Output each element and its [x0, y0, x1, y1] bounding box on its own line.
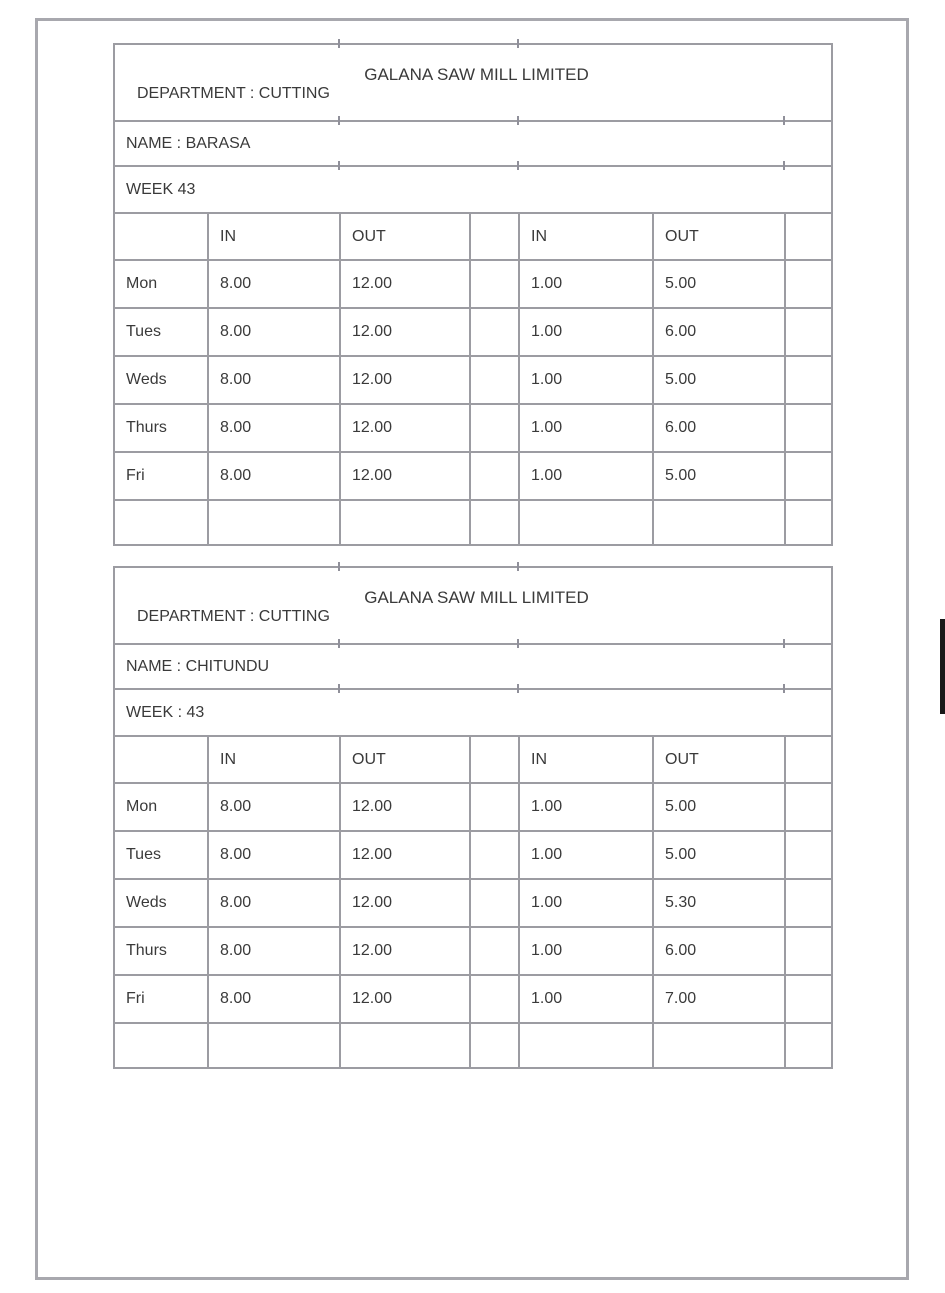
grid-tick — [517, 639, 519, 648]
time-cell: 5.00 — [653, 260, 785, 308]
table-row — [114, 975, 832, 1023]
time-cell: 12.00 — [340, 879, 470, 927]
column-header — [785, 213, 832, 260]
day-cell: Thurs — [114, 404, 208, 452]
title-row — [114, 44, 832, 121]
grid-tick — [517, 39, 519, 48]
time-cell — [785, 308, 832, 356]
time-cell: 7.00 — [653, 975, 785, 1023]
time-cell — [470, 404, 519, 452]
column-header-row — [114, 213, 832, 260]
time-cell — [785, 452, 832, 500]
time-cell — [785, 927, 832, 975]
time-cell: 8.00 — [208, 975, 340, 1023]
time-cell — [470, 975, 519, 1023]
table-row — [114, 1023, 832, 1068]
time-cell — [785, 1023, 832, 1068]
column-header — [114, 736, 208, 783]
time-cell — [470, 879, 519, 927]
time-cell — [470, 783, 519, 831]
time-cell — [785, 404, 832, 452]
day-cell: Tues — [114, 831, 208, 879]
day-cell: Tues — [114, 308, 208, 356]
timesheet-chitundu — [113, 566, 831, 1069]
column-header: OUT — [340, 736, 470, 783]
company-title: GALANA SAW MILL LIMITED — [364, 64, 589, 84]
time-cell: 8.00 — [208, 879, 340, 927]
time-cell — [340, 500, 470, 545]
time-cell: 6.00 — [653, 927, 785, 975]
day-cell — [114, 1023, 208, 1068]
name-row — [114, 121, 832, 166]
table-row — [114, 356, 832, 404]
time-cell: 1.00 — [519, 975, 653, 1023]
time-cell — [208, 1023, 340, 1068]
day-cell: Fri — [114, 975, 208, 1023]
time-cell: 1.00 — [519, 831, 653, 879]
column-header: IN — [519, 736, 653, 783]
table-row — [114, 879, 832, 927]
time-cell: 12.00 — [340, 452, 470, 500]
table-row — [114, 500, 832, 545]
time-cell: 5.00 — [653, 783, 785, 831]
time-cell: 1.00 — [519, 879, 653, 927]
grid-tick — [783, 161, 785, 170]
time-cell: 12.00 — [340, 404, 470, 452]
table-row — [114, 927, 832, 975]
timesheet-barasa — [113, 43, 831, 546]
grid-tick — [517, 684, 519, 693]
week-label: WEEK 43 — [114, 166, 832, 213]
day-cell: Weds — [114, 356, 208, 404]
week-label: WEEK : 43 — [114, 689, 832, 736]
table-row — [114, 308, 832, 356]
time-cell: 12.00 — [340, 783, 470, 831]
grid-tick — [517, 161, 519, 170]
grid-tick — [783, 116, 785, 125]
column-header — [114, 213, 208, 260]
grid-tick — [338, 684, 340, 693]
time-cell: 5.00 — [653, 452, 785, 500]
time-cell — [785, 975, 832, 1023]
table-row — [114, 783, 832, 831]
column-header: OUT — [653, 213, 785, 260]
time-cell: 5.00 — [653, 356, 785, 404]
time-cell — [470, 308, 519, 356]
day-cell: Thurs — [114, 927, 208, 975]
grid-tick — [783, 684, 785, 693]
time-cell — [519, 1023, 653, 1068]
day-cell: Mon — [114, 783, 208, 831]
employee-name-label: NAME : BARASA — [114, 121, 832, 166]
time-cell: 5.30 — [653, 879, 785, 927]
time-cell: 12.00 — [340, 308, 470, 356]
time-cell — [785, 783, 832, 831]
time-cell: 1.00 — [519, 260, 653, 308]
grid-tick — [338, 161, 340, 170]
time-cell: 8.00 — [208, 404, 340, 452]
time-cell: 1.00 — [519, 452, 653, 500]
time-cell: 1.00 — [519, 356, 653, 404]
grid-tick — [517, 562, 519, 571]
column-header: OUT — [340, 213, 470, 260]
department-label: DEPARTMENT : CUTTING — [137, 607, 330, 625]
time-cell: 8.00 — [208, 356, 340, 404]
time-cell — [653, 500, 785, 545]
employee-name-label: NAME : CHITUNDU — [114, 644, 832, 689]
time-cell — [519, 500, 653, 545]
time-cell — [653, 1023, 785, 1068]
time-cell: 8.00 — [208, 452, 340, 500]
day-cell — [114, 500, 208, 545]
time-cell: 8.00 — [208, 260, 340, 308]
name-row — [114, 644, 832, 689]
grid-tick — [517, 116, 519, 125]
time-cell: 5.00 — [653, 831, 785, 879]
time-cell — [470, 260, 519, 308]
time-cell — [785, 356, 832, 404]
time-cell — [470, 452, 519, 500]
time-cell — [208, 500, 340, 545]
time-cell: 8.00 — [208, 308, 340, 356]
day-cell: Mon — [114, 260, 208, 308]
time-cell: 1.00 — [519, 783, 653, 831]
week-row — [114, 689, 832, 736]
time-cell — [785, 879, 832, 927]
title-cell — [114, 567, 832, 644]
column-header: OUT — [653, 736, 785, 783]
time-cell: 12.00 — [340, 975, 470, 1023]
column-header — [470, 736, 519, 783]
column-header: IN — [208, 736, 340, 783]
time-cell — [785, 831, 832, 879]
grid-tick — [338, 639, 340, 648]
time-cell — [470, 831, 519, 879]
time-cell: 1.00 — [519, 927, 653, 975]
week-row — [114, 166, 832, 213]
table-row — [114, 831, 832, 879]
scan-artifact-mark — [940, 619, 945, 714]
department-label: DEPARTMENT : CUTTING — [137, 84, 330, 102]
grid-tick — [338, 116, 340, 125]
title-cell — [114, 44, 832, 121]
time-cell: 8.00 — [208, 927, 340, 975]
time-cell: 6.00 — [653, 308, 785, 356]
column-header — [470, 213, 519, 260]
company-title: GALANA SAW MILL LIMITED — [364, 587, 589, 607]
time-cell: 8.00 — [208, 831, 340, 879]
column-header-row — [114, 736, 832, 783]
column-header: IN — [519, 213, 653, 260]
time-cell — [470, 356, 519, 404]
time-cell: 12.00 — [340, 927, 470, 975]
column-header: IN — [208, 213, 340, 260]
time-cell — [470, 1023, 519, 1068]
time-cell: 1.00 — [519, 308, 653, 356]
time-cell — [785, 500, 832, 545]
time-cell: 1.00 — [519, 404, 653, 452]
grid-tick — [338, 39, 340, 48]
timesheet-table — [113, 566, 833, 1069]
time-cell: 12.00 — [340, 356, 470, 404]
day-cell: Weds — [114, 879, 208, 927]
table-row — [114, 404, 832, 452]
column-header — [785, 736, 832, 783]
time-cell: 8.00 — [208, 783, 340, 831]
day-cell: Fri — [114, 452, 208, 500]
table-row — [114, 452, 832, 500]
time-cell — [470, 927, 519, 975]
time-cell — [785, 260, 832, 308]
grid-tick — [338, 562, 340, 571]
time-cell: 12.00 — [340, 831, 470, 879]
time-cell: 6.00 — [653, 404, 785, 452]
time-cell: 12.00 — [340, 260, 470, 308]
time-cell — [470, 500, 519, 545]
table-row — [114, 260, 832, 308]
title-row — [114, 567, 832, 644]
time-cell — [340, 1023, 470, 1068]
timesheet-table — [113, 43, 833, 546]
grid-tick — [783, 639, 785, 648]
